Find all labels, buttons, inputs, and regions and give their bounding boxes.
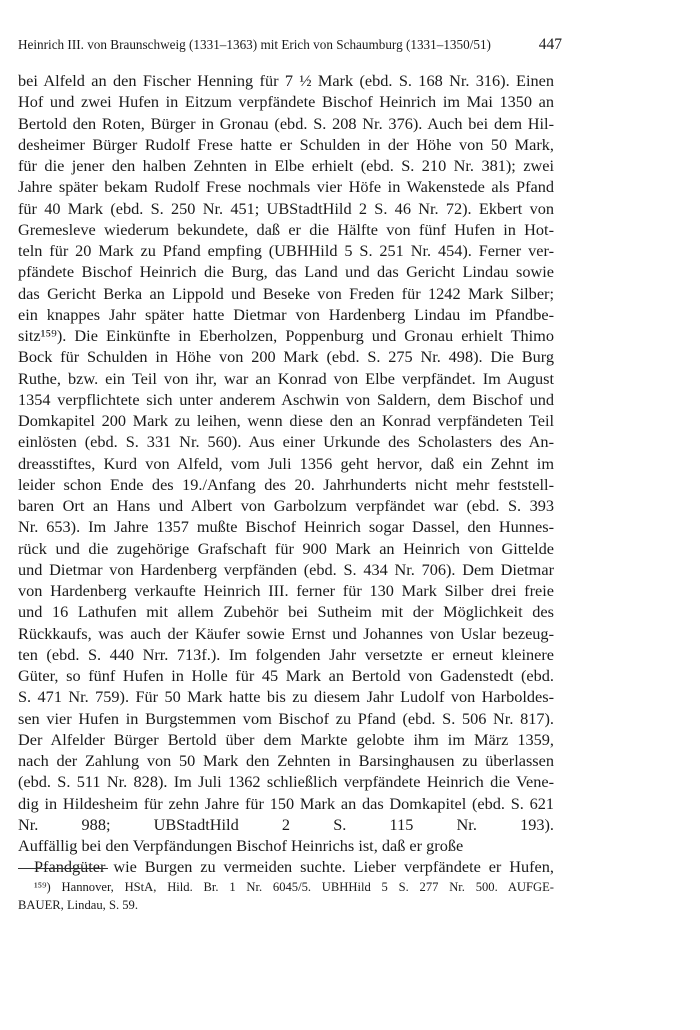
page-number: 447 bbox=[538, 36, 562, 53]
text-line: und Dietmar von Hardenberg verpfänden (ebd. S. 434 Nr. 706). Dem Dietmar bbox=[18, 559, 554, 579]
text-line: Pfandgüter wie Burgen zu vermeiden suchte. Lieber verpfändete er Hufen, bbox=[34, 857, 554, 877]
footnotes bbox=[18, 878, 554, 914]
text-line: S. 471 Nr. 759). Für 50 Mark hatte bis zu diesem Jahr Ludolf von Harboldes- bbox=[18, 687, 554, 707]
text-line: sitz¹⁵⁹). Die Einkünfte in Eberholzen, Poppenburg und Gronau erhielt Thimo bbox=[18, 326, 554, 345]
text-line: ten (ebd. S. 440 Nrr. 713f.). Im folgenden Jahr versetzte er erneut kleinere bbox=[18, 644, 554, 664]
text-line: desheimer Bürger Rudolf Frese hatte er Schulden in der Höhe von 50 Mark, bbox=[18, 134, 554, 154]
text-line: Hof und zwei Hufen in Eitzum verpfändete Bischof Heinrich im Mai 1350 an bbox=[18, 92, 554, 112]
text-line: Nr. 653). Im Jahre 1357 mußte Bischof Heinrich sogar Dassel, den Hunnes- bbox=[18, 517, 554, 537]
text-line: und 16 Lathufen mit allem Zubehör bei Sutheim mit der Möglichkeit des bbox=[18, 602, 554, 622]
text-line: Auffällig bei den Verpfändungen Bischof Heinrichs ist, daß er große bbox=[18, 836, 464, 855]
text-line: Der Alfelder Bürger Bertold über dem Markte gelobte ihm im März 1359, bbox=[18, 729, 554, 749]
footnote-line: BAUER, Lindau, S. 59. bbox=[18, 898, 138, 912]
text-line: baren Ort an Hans und Albert von Garbolzum verpfändet war (ebd. S. 393 bbox=[18, 496, 554, 515]
text-line: einlösten (ebd. S. 331 Nr. 560). Aus einer Urkunde des Scholasters des An- bbox=[18, 432, 554, 452]
text-line: leider schon Ende des 19./Anfang des 20. Jahrhunderts nicht mehr feststell- bbox=[18, 474, 554, 494]
text-line: nach der Zahlung von 50 Mark den Zehnten in Barsinghausen zu überlassen bbox=[18, 751, 554, 770]
text-line: Ruthe, bzw. ein Teil von ihr, war an Konrad von Elbe verpfändet. Im August bbox=[18, 368, 554, 388]
text-line: für 40 Mark (ebd. S. 250 Nr. 451; UBStadtHild 2 S. 46 Nr. 72). Ekbert von bbox=[18, 198, 554, 218]
text-line: Bertold den Roten, Bürger in Gronau (ebd. S. 208 Nr. 376). Auch bei dem Hil- bbox=[18, 113, 554, 133]
text-line: dreasstiftes, Kurd von Alfeld, vom Juli 1356 geht hervor, daß ein Zehnt im bbox=[18, 453, 554, 473]
text-line: für die jener den halben Zehnten in Elbe erhielt (ebd. S. 210 Nr. 381); zwei bbox=[18, 156, 554, 175]
text-line: sen vier Hufen in Burgstemmen vom Bischof zu Pfand (ebd. S. 506 Nr. 817). bbox=[18, 708, 554, 728]
text-line: Domkapitel 200 Mark zu leihen, wenn diese den an Konrad verpfändeten Teil bbox=[18, 411, 554, 430]
text-line: Nr. 988; UBStadtHild 2 S. 115 Nr. 193). bbox=[18, 814, 554, 834]
text-line: dig in Hildesheim für zehn Jahre für 150 Mark an das Domkapitel (ebd. S. 621 bbox=[18, 793, 554, 813]
running-header bbox=[18, 36, 562, 54]
text-line: rück und die zugehörige Grafschaft für 900 Mark an Heinrich von Gittelde bbox=[18, 538, 554, 558]
running-title: Heinrich III. von Braunschweig (1331–1363) mit Erich von Schaumburg (1331–1350/51) bbox=[18, 37, 491, 52]
text-line: Jahre später bekam Rudolf Frese nochmals vier Höfe in Wakenstede als Pfand bbox=[18, 177, 554, 197]
text-line: 1354 verpflichtete sich unter anderem Aschwin von Saldern, dem Bischof und bbox=[18, 389, 554, 409]
text-line: Güter, so fünf Hufen in Holle für 45 Mark an Bertold von Gadenstedt (ebd. bbox=[18, 666, 554, 685]
text-line: Rückkaufs, was auch der Käufer sowie Ernst und Johannes von Uslar bezeug- bbox=[18, 623, 554, 643]
footnote-line: ¹⁵⁹) Hannover, HStA, Hild. Br. 1 Nr. 6045/5. UBHHild 5 S. 277 Nr. 500. AUFGE- bbox=[34, 880, 554, 894]
text-line: bei Alfeld an den Fischer Henning für 7 ½ Mark (ebd. S. 168 Nr. 316). Einen bbox=[18, 71, 554, 90]
body-text bbox=[18, 70, 554, 878]
text-line: das Gericht Berka an Lippold und Beseke von Freden für 1242 Mark Silber; bbox=[18, 283, 554, 303]
text-line: (ebd. S. 511 Nr. 828). Im Juli 1362 schließlich verpfändete Heinrich die Vene- bbox=[18, 772, 554, 792]
footnote-divider bbox=[18, 868, 108, 869]
text-line: Bock für Schulden in Höhe von 200 Mark (ebd. S. 275 Nr. 498). Die Burg bbox=[18, 347, 554, 367]
text-line: ein knappes Jahr später hatte Dietmar von Hardenberg Lindau im Pfandbe- bbox=[18, 304, 554, 324]
text-line: Gremesleve wiederum bekundete, daß er die Hälfte von fünf Hufen in Hot- bbox=[18, 219, 554, 239]
text-line: von Hardenberg verkaufte Heinrich III. ferner für 130 Mark Silber drei freie bbox=[18, 581, 554, 600]
text-line: teln für 20 Mark zu Pfand empfing (UBHHild 5 S. 251 Nr. 454). Ferner ver- bbox=[18, 241, 554, 260]
text-line: pfändete Bischof Heinrich die Burg, das Land und das Gericht Lindau sowie bbox=[18, 262, 554, 282]
